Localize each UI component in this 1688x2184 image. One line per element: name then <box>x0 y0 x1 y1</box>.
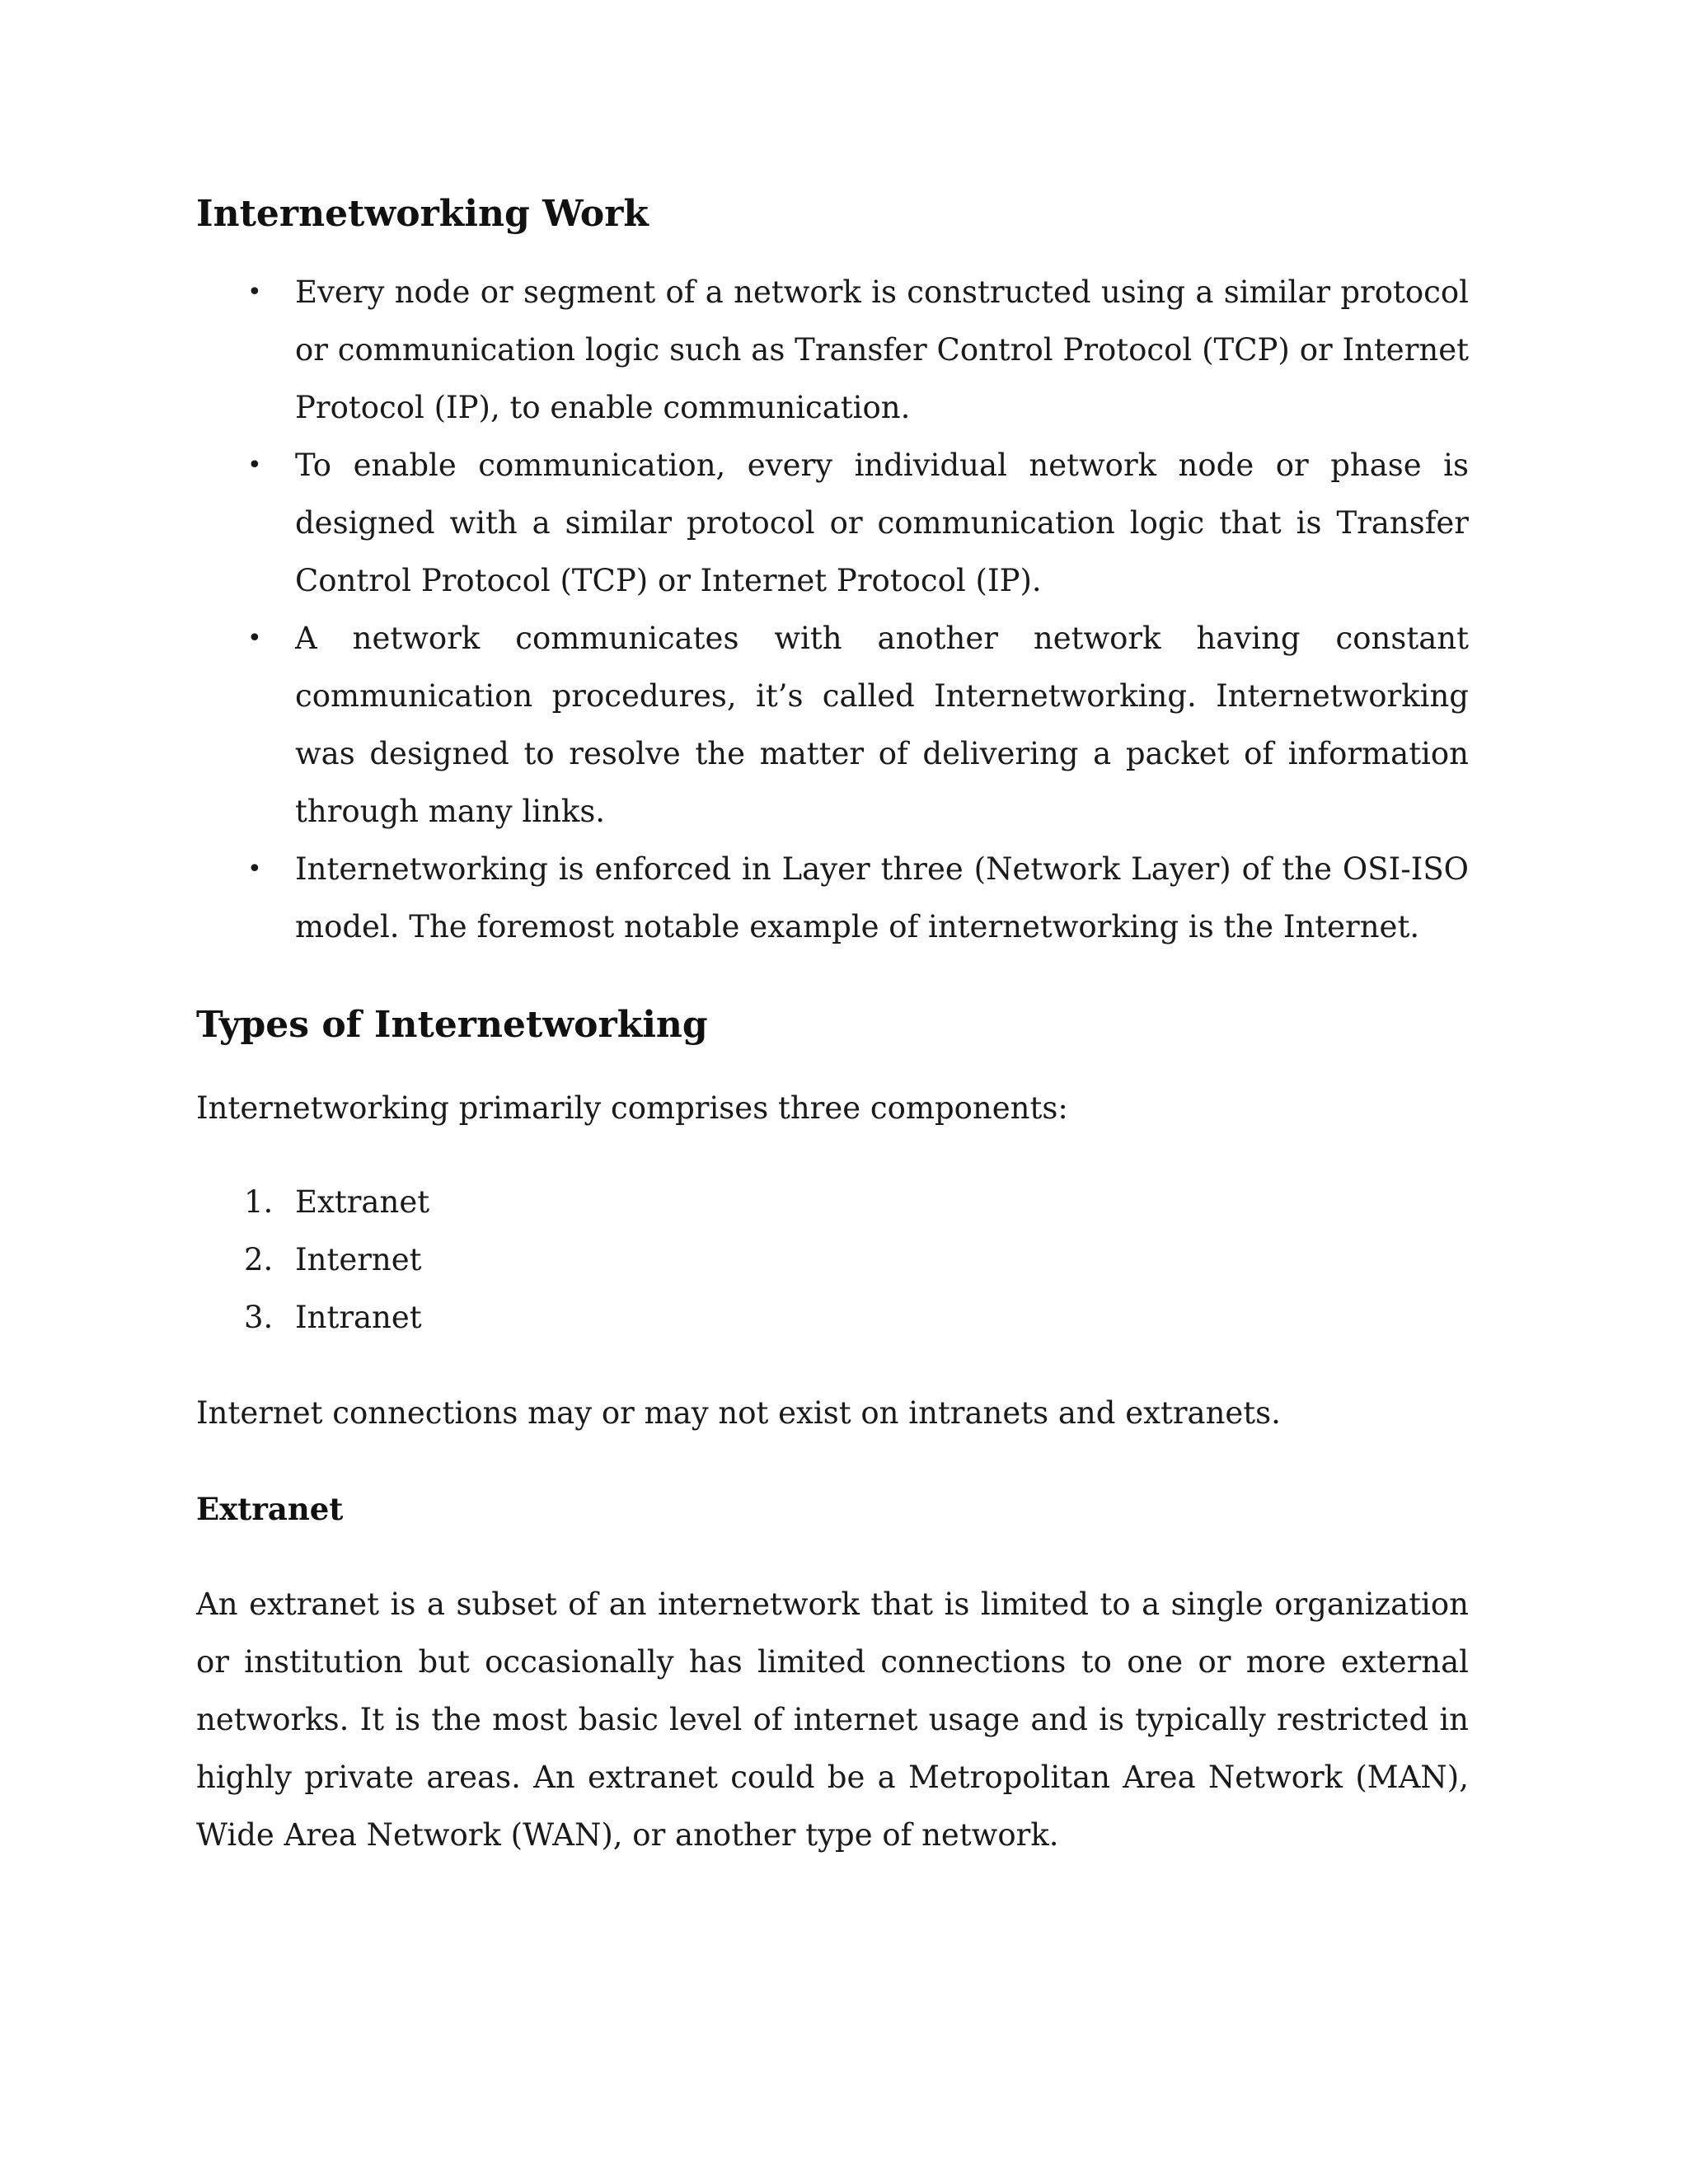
bullet-item <box>196 264 1469 437</box>
section-title-types-of-internetworking: Types of Internetworking <box>196 1004 708 1046</box>
list-item <box>196 1289 1469 1347</box>
list-item-text: Internet <box>295 1242 422 1277</box>
section-title-internetworking-work: Internetworking Work <box>196 193 649 235</box>
bullet-icon: • <box>247 451 262 480</box>
list-item-text: Intranet <box>295 1300 422 1335</box>
list-number: 1. <box>244 1184 274 1220</box>
bullet-icon: • <box>247 278 262 307</box>
bullet-icon: • <box>247 855 262 883</box>
list-number: 2. <box>244 1242 274 1277</box>
bullet-icon: • <box>247 624 262 653</box>
bullet-item <box>196 841 1469 956</box>
bullet-item <box>196 610 1469 841</box>
subsection-title-extranet: Extranet <box>196 1491 344 1527</box>
bullet-item <box>196 437 1469 610</box>
bullet-text: To enable communication, every individual network node or phase is designed with a similar protocol or communication logic that is Transfer Control Protocol (TCP) or Internet Protocol (IP). <box>295 448 1469 598</box>
bullet-list <box>196 264 1469 956</box>
list-number: 3. <box>244 1300 274 1335</box>
intro-paragraph: Internetworking primarily comprises three components: <box>196 1090 1068 1126</box>
numbered-list <box>196 1174 1469 1347</box>
document-page <box>196 191 1469 1864</box>
list-item <box>196 1174 1469 1231</box>
bullet-text: Every node or segment of a network is constructed using a similar protocol or communication logic such as Transfer Control Protocol (TCP) or Internet Protocol (IP), to enable communication. <box>295 274 1469 425</box>
list-item-text: Extranet <box>295 1184 430 1220</box>
extranet-paragraph: An extranet is a subset of an internetwork that is limited to a single organization or institution but occasionally has limited connections to one or more external networks. It is the most basic level of internet usage and is typically restricted in highly private areas. An extranet could be a Metropolitan Area Network (MAN), Wide Area Network (WAN), or another type of network. <box>196 1586 1469 1853</box>
list-item <box>196 1231 1469 1289</box>
bullet-text: Internetworking is enforced in Layer three (Network Layer) of the OSI-ISO model. The foremost notable example of internetworking is the Internet. <box>295 851 1469 944</box>
bullet-text: A network communicates with another network having constant communication procedures, it’s called Internetworking. Internetworking was designed to resolve the matter of delivering a packet of information through many links. <box>295 621 1469 829</box>
note-paragraph: Internet connections may or may not exist on intranets and extranets. <box>196 1395 1281 1431</box>
